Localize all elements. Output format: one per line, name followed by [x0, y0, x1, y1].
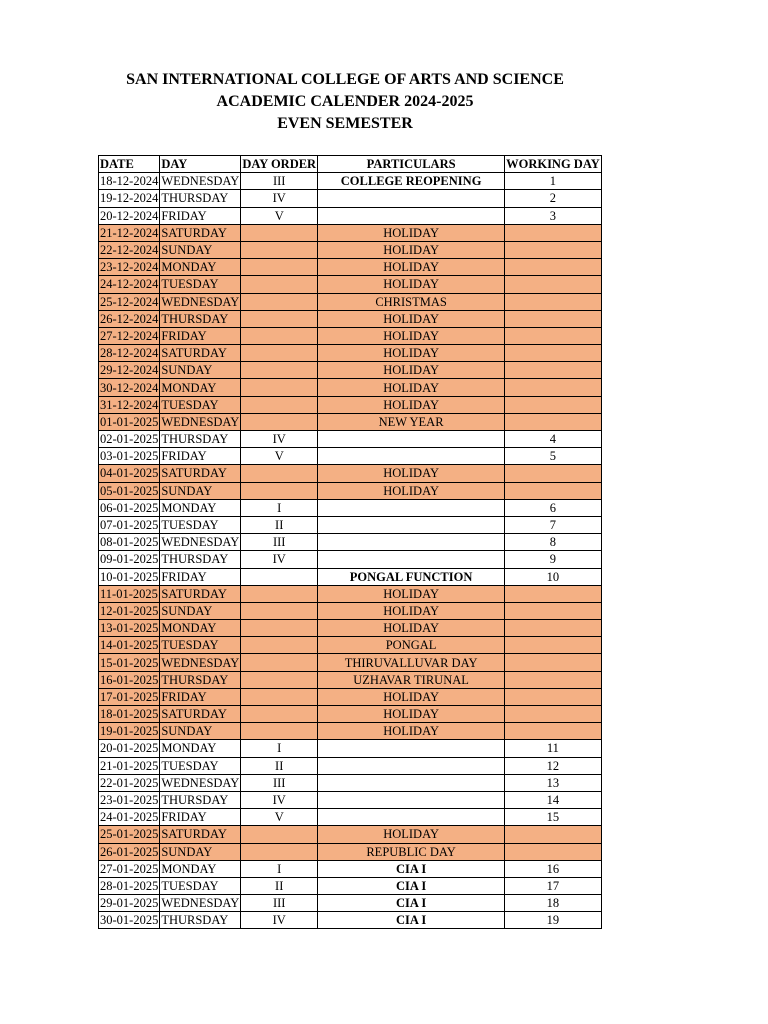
date-cell: 01-01-2025 — [100, 414, 159, 429]
table-row — [99, 723, 602, 740]
day-cell: TUESDAY — [160, 396, 241, 413]
particulars-cell: CHRISTMAS — [318, 293, 505, 310]
day-cell: FRIDAY — [160, 568, 241, 585]
date-cell: 23-12-2024 — [100, 260, 159, 275]
day-cell: SUNDAY — [160, 602, 241, 619]
working-day-cell: 19 — [505, 912, 602, 929]
date-cell: 20-12-2024 — [100, 208, 159, 223]
date-cell: 29-12-2024 — [100, 363, 159, 378]
day-cell: SATURDAY — [160, 585, 241, 602]
semester-title: EVEN SEMESTER — [277, 115, 413, 132]
day-cell: SATURDAY — [160, 224, 241, 241]
working-day-cell — [505, 602, 602, 619]
working-day-cell — [505, 310, 602, 327]
day-order-cell — [241, 602, 318, 619]
day-cell: MONDAY — [160, 860, 241, 877]
table-row — [99, 465, 602, 482]
date-cell: 12-01-2025 — [100, 603, 159, 618]
day-cell: WEDNESDAY — [161, 896, 240, 911]
working-day-cell — [505, 396, 602, 413]
particulars-cell: NEW YEAR — [318, 413, 505, 430]
day-cell: THURSDAY — [160, 912, 241, 929]
working-day-cell — [505, 224, 602, 241]
date-cell: 24-12-2024 — [100, 277, 159, 292]
day-order-cell — [241, 637, 318, 654]
table-row — [99, 431, 602, 448]
working-day-cell — [505, 826, 602, 843]
day-order-cell — [241, 259, 318, 276]
working-day-cell: 16 — [505, 860, 602, 877]
day-cell: THURSDAY — [160, 551, 241, 568]
day-order-cell: V — [241, 207, 318, 224]
day-cell: MONDAY — [160, 259, 241, 276]
table-row — [99, 310, 602, 327]
day-cell: SUNDAY — [160, 241, 241, 258]
day-cell: FRIDAY — [160, 688, 241, 705]
day-order-cell: II — [241, 877, 318, 894]
particulars-cell: HOLIDAY — [318, 585, 505, 602]
table-row — [99, 688, 602, 705]
table-row — [99, 620, 602, 637]
header-day-order: DAY ORDER — [242, 157, 317, 172]
date-cell: 06-01-2025 — [100, 500, 159, 515]
day-order-cell: I — [241, 499, 318, 516]
working-day-cell — [505, 706, 602, 723]
working-day-cell: 10 — [505, 568, 602, 585]
working-day-cell: 3 — [505, 207, 602, 224]
particulars-cell: COLLEGE REOPENING — [318, 173, 505, 190]
particulars-cell: HOLIDAY — [318, 602, 505, 619]
date-cell: 28-12-2024 — [100, 346, 159, 361]
day-order-cell — [241, 482, 318, 499]
day-cell: SUNDAY — [160, 482, 241, 499]
table-row — [99, 551, 602, 568]
day-cell: THURSDAY — [160, 190, 241, 207]
day-order-cell — [241, 413, 318, 430]
date-cell: 22-01-2025 — [100, 775, 159, 790]
particulars-cell: HOLIDAY — [318, 688, 505, 705]
particulars-cell — [318, 516, 505, 533]
day-cell: FRIDAY — [160, 207, 241, 224]
particulars-cell — [318, 431, 505, 448]
date-cell: 15-01-2025 — [100, 655, 159, 670]
table-row — [99, 499, 602, 516]
table-row — [99, 276, 602, 293]
day-order-cell — [241, 293, 318, 310]
day-cell: MONDAY — [160, 499, 241, 516]
table-row — [99, 259, 602, 276]
day-order-cell — [241, 620, 318, 637]
table-row — [99, 207, 602, 224]
day-order-cell: IV — [241, 912, 318, 929]
particulars-cell: HOLIDAY — [318, 362, 505, 379]
particulars-cell — [318, 740, 505, 757]
date-cell: 05-01-2025 — [100, 483, 159, 498]
date-cell: 22-12-2024 — [100, 243, 159, 258]
table-row — [99, 774, 602, 791]
date-cell: 27-12-2024 — [100, 328, 159, 343]
particulars-cell — [318, 534, 505, 551]
date-cell: 29-01-2025 — [100, 896, 159, 911]
day-cell: WEDNESDAY — [161, 414, 240, 429]
table-row — [99, 826, 602, 843]
working-day-cell — [505, 259, 602, 276]
particulars-cell: CIA I — [318, 877, 505, 894]
day-cell: WEDNESDAY — [161, 655, 240, 670]
date-cell: 24-01-2025 — [100, 810, 159, 825]
day-order-cell — [241, 345, 318, 362]
table-row — [99, 637, 602, 654]
table-row — [99, 241, 602, 258]
table-row — [99, 843, 602, 860]
working-day-cell — [505, 688, 602, 705]
day-order-cell: I — [241, 860, 318, 877]
day-cell: THURSDAY — [160, 671, 241, 688]
day-cell: TUESDAY — [160, 276, 241, 293]
working-day-cell: 11 — [505, 740, 602, 757]
day-order-cell: IV — [241, 431, 318, 448]
day-order-cell — [241, 379, 318, 396]
day-order-cell — [241, 241, 318, 258]
date-cell: 16-01-2025 — [100, 672, 159, 687]
working-day-cell: 5 — [505, 448, 602, 465]
table-row — [99, 895, 602, 912]
particulars-cell: HOLIDAY — [318, 224, 505, 241]
table-row — [99, 706, 602, 723]
table-row — [99, 516, 602, 533]
particulars-cell: UZHAVAR TIRUNAL — [318, 671, 505, 688]
working-day-cell — [505, 241, 602, 258]
day-order-cell: I — [241, 740, 318, 757]
table-row — [99, 740, 602, 757]
day-cell: SUNDAY — [160, 723, 241, 740]
day-order-cell — [241, 310, 318, 327]
day-cell: WEDNESDAY — [161, 174, 240, 189]
day-order-cell — [241, 843, 318, 860]
working-day-cell — [505, 362, 602, 379]
calendar-body — [99, 173, 602, 929]
day-cell: SATURDAY — [160, 345, 241, 362]
date-cell: 18-01-2025 — [100, 707, 159, 722]
table-row — [99, 791, 602, 808]
working-day-cell: 8 — [505, 534, 602, 551]
day-cell: THURSDAY — [160, 310, 241, 327]
calendar-title: ACADEMIC CALENDER 2024-2025 — [216, 93, 474, 110]
day-order-cell — [241, 568, 318, 585]
working-day-cell — [505, 654, 602, 671]
table-row — [99, 809, 602, 826]
day-order-cell — [241, 671, 318, 688]
day-cell: MONDAY — [160, 620, 241, 637]
working-day-cell: 12 — [505, 757, 602, 774]
day-order-cell — [241, 224, 318, 241]
date-cell: 21-12-2024 — [100, 225, 159, 240]
date-cell: 28-01-2025 — [100, 878, 159, 893]
date-cell: 19-12-2024 — [100, 191, 159, 206]
date-cell: 10-01-2025 — [100, 569, 159, 584]
day-order-cell: IV — [241, 551, 318, 568]
working-day-cell: 17 — [505, 877, 602, 894]
particulars-cell: HOLIDAY — [318, 276, 505, 293]
working-day-cell: 2 — [505, 190, 602, 207]
header-day: DAY — [160, 156, 241, 173]
date-cell: 18-12-2024 — [100, 174, 159, 189]
particulars-cell — [318, 448, 505, 465]
date-cell: 07-01-2025 — [100, 518, 159, 533]
day-order-cell — [241, 585, 318, 602]
table-row — [99, 585, 602, 602]
day-cell: THURSDAY — [160, 431, 241, 448]
working-day-cell: 14 — [505, 791, 602, 808]
table-row — [99, 396, 602, 413]
particulars-cell: HOLIDAY — [318, 706, 505, 723]
header-working-day: WORKING DAY — [506, 157, 600, 172]
table-row — [99, 568, 602, 585]
working-day-cell: 18 — [505, 895, 602, 912]
working-day-cell: 7 — [505, 516, 602, 533]
day-cell: SUNDAY — [160, 362, 241, 379]
table-row — [99, 877, 602, 894]
particulars-cell — [318, 499, 505, 516]
day-order-cell — [241, 465, 318, 482]
working-day-cell — [505, 482, 602, 499]
day-cell: SATURDAY — [160, 465, 241, 482]
day-order-cell: II — [241, 516, 318, 533]
table-row — [99, 482, 602, 499]
particulars-cell: PONGAL FUNCTION — [318, 568, 505, 585]
day-order-cell: II — [241, 757, 318, 774]
particulars-cell: HOLIDAY — [318, 345, 505, 362]
date-cell: 27-01-2025 — [100, 861, 159, 876]
particulars-cell: HOLIDAY — [318, 826, 505, 843]
day-cell: SUNDAY — [160, 843, 241, 860]
particulars-cell — [318, 551, 505, 568]
date-cell: 23-01-2025 — [100, 793, 159, 808]
particulars-cell: HOLIDAY — [318, 379, 505, 396]
day-order-cell — [241, 706, 318, 723]
particulars-cell: CIA I — [318, 860, 505, 877]
header-particulars: PARTICULARS — [318, 156, 505, 173]
day-cell: MONDAY — [160, 740, 241, 757]
date-cell: 08-01-2025 — [100, 535, 159, 550]
date-cell: 03-01-2025 — [100, 449, 159, 464]
day-order-cell: V — [241, 809, 318, 826]
particulars-cell: HOLIDAY — [318, 310, 505, 327]
working-day-cell: 13 — [505, 774, 602, 791]
day-cell: TUESDAY — [160, 877, 241, 894]
working-day-cell — [505, 637, 602, 654]
day-order-cell: III — [241, 895, 318, 912]
day-cell: WEDNESDAY — [161, 775, 240, 790]
particulars-cell: CIA I — [318, 895, 505, 912]
date-cell: 11-01-2025 — [100, 586, 158, 601]
working-day-cell — [505, 276, 602, 293]
particulars-cell: THIRUVALLUVAR DAY — [318, 654, 505, 671]
particulars-cell: HOLIDAY — [318, 327, 505, 344]
table-row — [99, 173, 602, 190]
date-cell: 09-01-2025 — [100, 552, 159, 567]
day-cell: TUESDAY — [160, 757, 241, 774]
particulars-cell: HOLIDAY — [318, 396, 505, 413]
working-day-cell — [505, 843, 602, 860]
academic-calendar-table — [98, 155, 602, 929]
particulars-cell: HOLIDAY — [318, 259, 505, 276]
working-day-cell — [505, 327, 602, 344]
date-cell: 02-01-2025 — [100, 432, 159, 447]
date-cell: 26-01-2025 — [100, 844, 159, 859]
table-row — [99, 379, 602, 396]
particulars-cell — [318, 190, 505, 207]
day-order-cell — [241, 723, 318, 740]
working-day-cell — [505, 620, 602, 637]
working-day-cell — [505, 293, 602, 310]
table-row — [99, 448, 602, 465]
table-row — [99, 345, 602, 362]
working-day-cell — [505, 585, 602, 602]
working-day-cell: 1 — [505, 173, 602, 190]
particulars-cell — [318, 809, 505, 826]
day-cell: TUESDAY — [160, 637, 241, 654]
particulars-cell: REPUBLIC DAY — [318, 843, 505, 860]
day-cell: SATURDAY — [160, 826, 241, 843]
particulars-cell — [318, 757, 505, 774]
day-order-cell — [241, 826, 318, 843]
day-order-cell: V — [241, 448, 318, 465]
table-row — [99, 860, 602, 877]
particulars-cell: HOLIDAY — [318, 241, 505, 258]
day-order-cell — [241, 276, 318, 293]
table-row — [99, 654, 602, 671]
day-order-cell — [241, 362, 318, 379]
date-cell: 31-12-2024 — [100, 397, 159, 412]
working-day-cell — [505, 379, 602, 396]
table-row — [99, 190, 602, 207]
day-cell: FRIDAY — [160, 448, 241, 465]
date-cell: 13-01-2025 — [100, 621, 159, 636]
table-row — [99, 362, 602, 379]
day-cell: TUESDAY — [160, 516, 241, 533]
college-name: SAN INTERNATIONAL COLLEGE OF ARTS AND SCIENCE — [126, 71, 564, 88]
day-order-cell — [241, 688, 318, 705]
date-cell: 25-12-2024 — [100, 294, 159, 309]
working-day-cell: 15 — [505, 809, 602, 826]
date-cell: 20-01-2025 — [100, 741, 159, 756]
working-day-cell — [505, 345, 602, 362]
day-order-cell: III — [241, 774, 318, 791]
particulars-cell — [318, 791, 505, 808]
day-order-cell: IV — [241, 190, 318, 207]
particulars-cell: HOLIDAY — [318, 465, 505, 482]
particulars-cell: CIA I — [318, 912, 505, 929]
day-order-cell — [241, 654, 318, 671]
working-day-cell — [505, 723, 602, 740]
date-cell: 21-01-2025 — [100, 758, 159, 773]
table-header-row — [99, 156, 602, 173]
day-order-cell: IV — [241, 791, 318, 808]
day-order-cell — [241, 327, 318, 344]
particulars-cell — [318, 774, 505, 791]
table-row — [99, 671, 602, 688]
working-day-cell: 4 — [505, 431, 602, 448]
date-cell: 26-12-2024 — [100, 311, 159, 326]
day-cell: FRIDAY — [160, 327, 241, 344]
particulars-cell: PONGAL — [318, 637, 505, 654]
working-day-cell: 9 — [505, 551, 602, 568]
table-row — [99, 602, 602, 619]
date-cell: 25-01-2025 — [100, 827, 159, 842]
table-row — [99, 293, 602, 310]
date-cell: 14-01-2025 — [100, 638, 159, 653]
date-cell: 30-12-2024 — [100, 380, 159, 395]
working-day-cell — [505, 413, 602, 430]
table-row — [99, 413, 602, 430]
day-order-cell: III — [241, 534, 318, 551]
table-row — [99, 224, 602, 241]
day-cell: WEDNESDAY — [161, 535, 240, 550]
particulars-cell — [318, 207, 505, 224]
header-date: DATE — [99, 156, 160, 173]
particulars-cell: HOLIDAY — [318, 482, 505, 499]
working-day-cell: 6 — [505, 499, 602, 516]
day-cell: WEDNESDAY — [161, 294, 240, 309]
working-day-cell — [505, 671, 602, 688]
day-cell: FRIDAY — [160, 809, 241, 826]
day-cell: THURSDAY — [160, 791, 241, 808]
date-cell: 17-01-2025 — [100, 689, 159, 704]
table-row — [99, 912, 602, 929]
day-cell: SATURDAY — [160, 706, 241, 723]
particulars-cell: HOLIDAY — [318, 620, 505, 637]
table-row — [99, 757, 602, 774]
day-order-cell — [241, 396, 318, 413]
particulars-cell: HOLIDAY — [318, 723, 505, 740]
date-cell: 19-01-2025 — [100, 724, 159, 739]
date-cell: 04-01-2025 — [100, 466, 159, 481]
table-row — [99, 327, 602, 344]
table-row — [99, 534, 602, 551]
date-cell: 30-01-2025 — [100, 913, 159, 928]
day-order-cell: III — [241, 173, 318, 190]
working-day-cell — [505, 465, 602, 482]
day-cell: MONDAY — [160, 379, 241, 396]
